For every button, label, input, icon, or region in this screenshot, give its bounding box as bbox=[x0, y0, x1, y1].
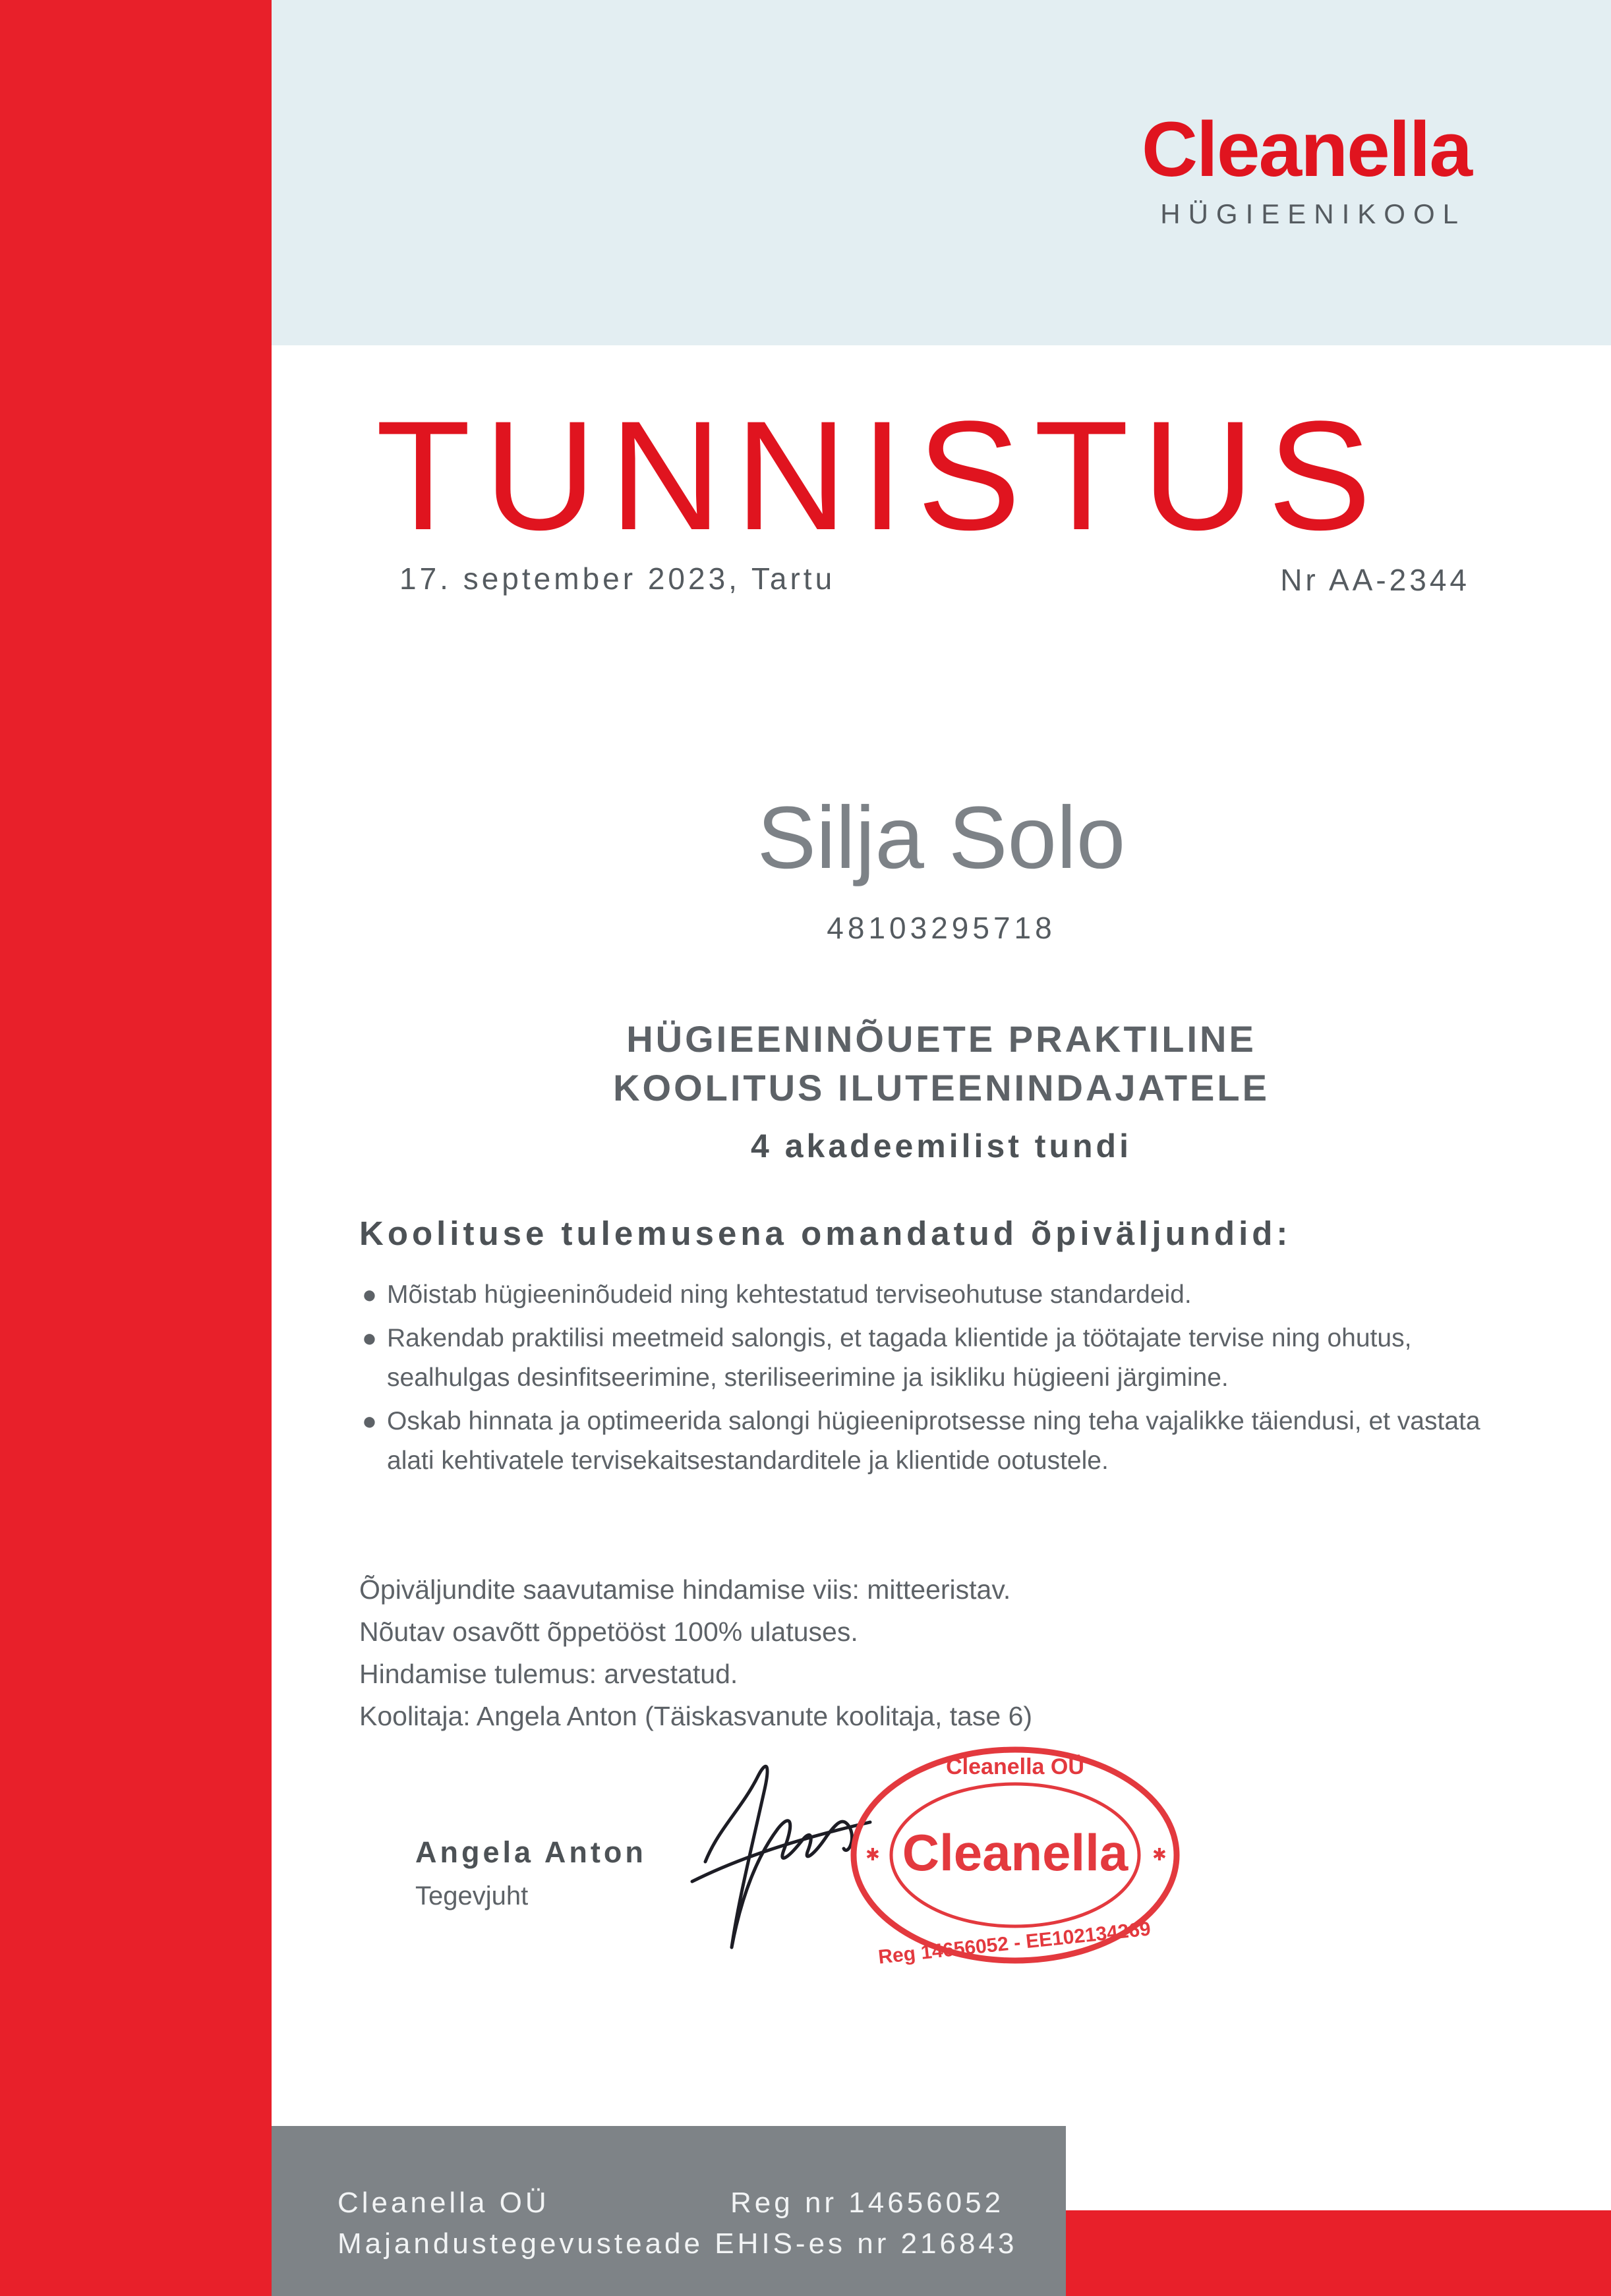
recipient-name: Silja Solo bbox=[757, 789, 1126, 887]
outcomes-heading: Koolituse tulemusena omandatud õpiväljundid: bbox=[359, 1215, 1292, 1252]
date-place: 17. september 2023, Tartu bbox=[399, 561, 836, 596]
footer-ehis-number: Majandustegevusteade EHIS-es nr 216843 bbox=[337, 2227, 1018, 2260]
trainer-info: Koolitaja: Angela Anton (Täiskasvanute koolitaja, tase 6) bbox=[359, 1701, 1033, 1731]
attendance-requirement: Nõutav osavõtt õppetööst 100% ulatuses. bbox=[359, 1617, 858, 1647]
footer-reg-number: Reg nr 14656052 bbox=[730, 2187, 1005, 2219]
stamp-top-text: Cleanella OÜ bbox=[946, 1754, 1084, 1779]
course-title-line-2: KOOLITUS ILUTEENINDAJATELE bbox=[613, 1067, 1270, 1108]
recipient-id-code: 48103295718 bbox=[827, 911, 1056, 945]
list-item: ● Mõistab hügieeninõudeid ning kehtestatud terviseohutuse standardeid. bbox=[359, 1275, 1519, 1315]
logo-brand: Cleanella bbox=[1141, 106, 1471, 193]
list-item: ● Oskab hinnata ja optimeerida salongi hügieeniprotsesse ning teha vajalikke täiendusi, et vastata alati kehtivatele tervisekaitsestandarditele ja klientide ootustele. bbox=[359, 1402, 1519, 1481]
certificate-title: TUNNISTUS bbox=[376, 389, 1385, 563]
signer-role: Tegevjuht bbox=[415, 1881, 529, 1910]
footer-company: Cleanella OÜ bbox=[337, 2187, 550, 2219]
course-hours: 4 akadeemilist tundi bbox=[751, 1128, 1132, 1164]
course-title bbox=[272, 1015, 1611, 1112]
bullet-icon: ● bbox=[362, 1325, 377, 1352]
stamp-bottom-text: Reg 14656052 - EE102134269 bbox=[877, 1918, 1152, 1968]
assessment-method: Õpiväljundite saavutamise hindamise viis: mitteeristav. bbox=[359, 1574, 1011, 1605]
bullet-icon: ● bbox=[362, 1408, 377, 1435]
footer-red-band bbox=[1066, 2210, 1611, 2296]
stamp-center-text: Cleanella bbox=[902, 1823, 1128, 1881]
left-red-band bbox=[0, 0, 272, 2296]
assessment-result: Hindamise tulemus: arvestatud. bbox=[359, 1659, 738, 1689]
course-title-line-1: HÜGIEENINÕUETE PRAKTILINE bbox=[626, 1018, 1256, 1060]
certificate-number: Nr AA-2344 bbox=[1280, 563, 1470, 597]
list-item: ● Rakendab praktilisi meetmeid salongis, et tagada klientide ja töötajate tervise ning ohutus, sealhulgas desinfitseerimine, steriliseerimine ja isikliku hügieeni järgimine. bbox=[359, 1319, 1519, 1398]
signer-name: Angela Anton bbox=[415, 1835, 647, 1869]
outcomes-list bbox=[359, 1275, 1519, 1485]
company-stamp bbox=[844, 1740, 1186, 1970]
bullet-icon: ● bbox=[362, 1281, 377, 1309]
svg-text:✱: ✱ bbox=[865, 1845, 880, 1865]
logo-subtitle: HÜGIEENIKOOL bbox=[1160, 198, 1466, 229]
assessment-info bbox=[359, 1568, 1032, 1737]
svg-text:✱: ✱ bbox=[1152, 1845, 1167, 1865]
